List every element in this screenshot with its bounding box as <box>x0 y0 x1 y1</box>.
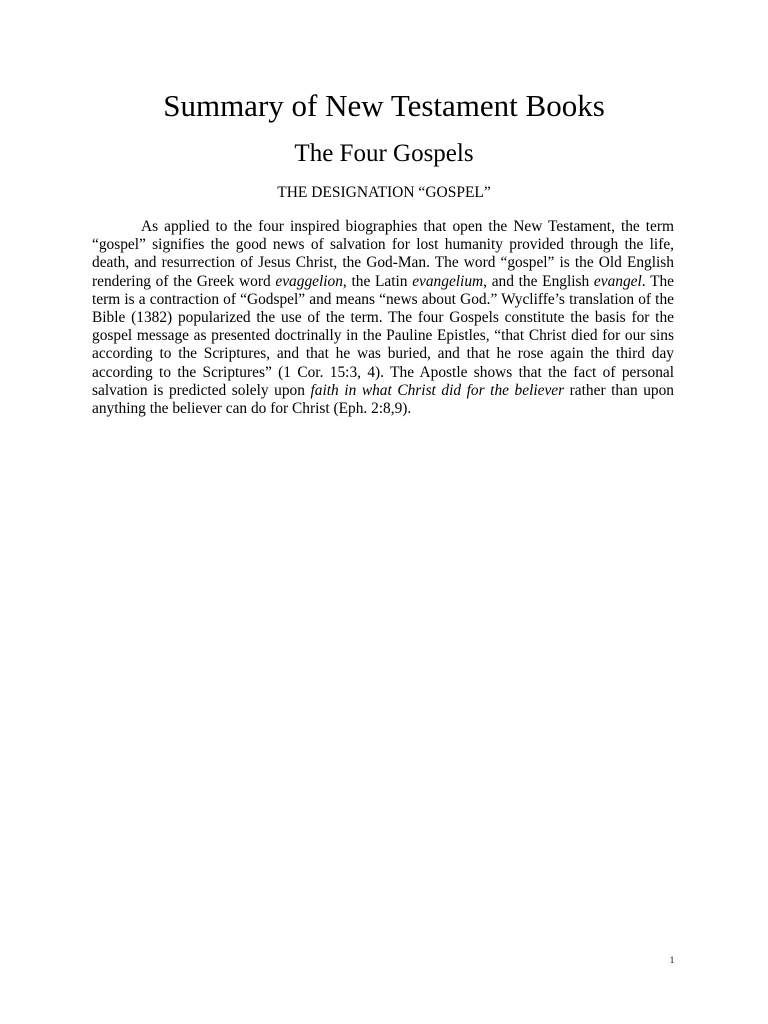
latin-term: evangelium <box>412 272 484 290</box>
document-title: Summary of New Testament Books <box>163 88 605 123</box>
english-term: evangel <box>593 272 642 290</box>
paragraph-text: As applied to the four inspired biographies that open the New Testament, the term “gospel” signifies the good news of salvation for lost humanity provided through the life, death, and resurrection of Jesus Christ, the God-Man. The word “gospel” is the Old English rendering of the Greek word <box>92 218 674 290</box>
section-heading: THE DESIGNATION “GOSPEL” <box>277 184 491 201</box>
paragraph-text: , the Latin <box>342 272 413 290</box>
paragraph-text: , and the English <box>483 272 594 290</box>
body-paragraph <box>92 218 674 418</box>
page-number: 1 <box>669 955 675 965</box>
emphasized-phrase: faith in what Christ did for the believer <box>310 381 565 399</box>
paragraph-text: . The term is a contraction of “Godspel” and means “news about God.” Wycliffe’s translation of the Bible (1382) popularized the use of the term. The four Gospels constitute the basis for the gospel message as presented doctrinally in the Pauline Epistles, “that Christ died for our sins according to the Scriptures, and that he was buried, and that he rose again the third day according to the Scriptures” (1 Cor. 15:3, 4). The Apostle shows that the fact of personal salvation is predicted solely upon <box>92 272 674 399</box>
paragraph-text: rather than upon anything the believer can do for Christ (Eph. 2:8,9). <box>92 381 674 418</box>
greek-term: evaggelion <box>275 272 343 290</box>
document-subtitle: The Four Gospels <box>294 140 474 167</box>
